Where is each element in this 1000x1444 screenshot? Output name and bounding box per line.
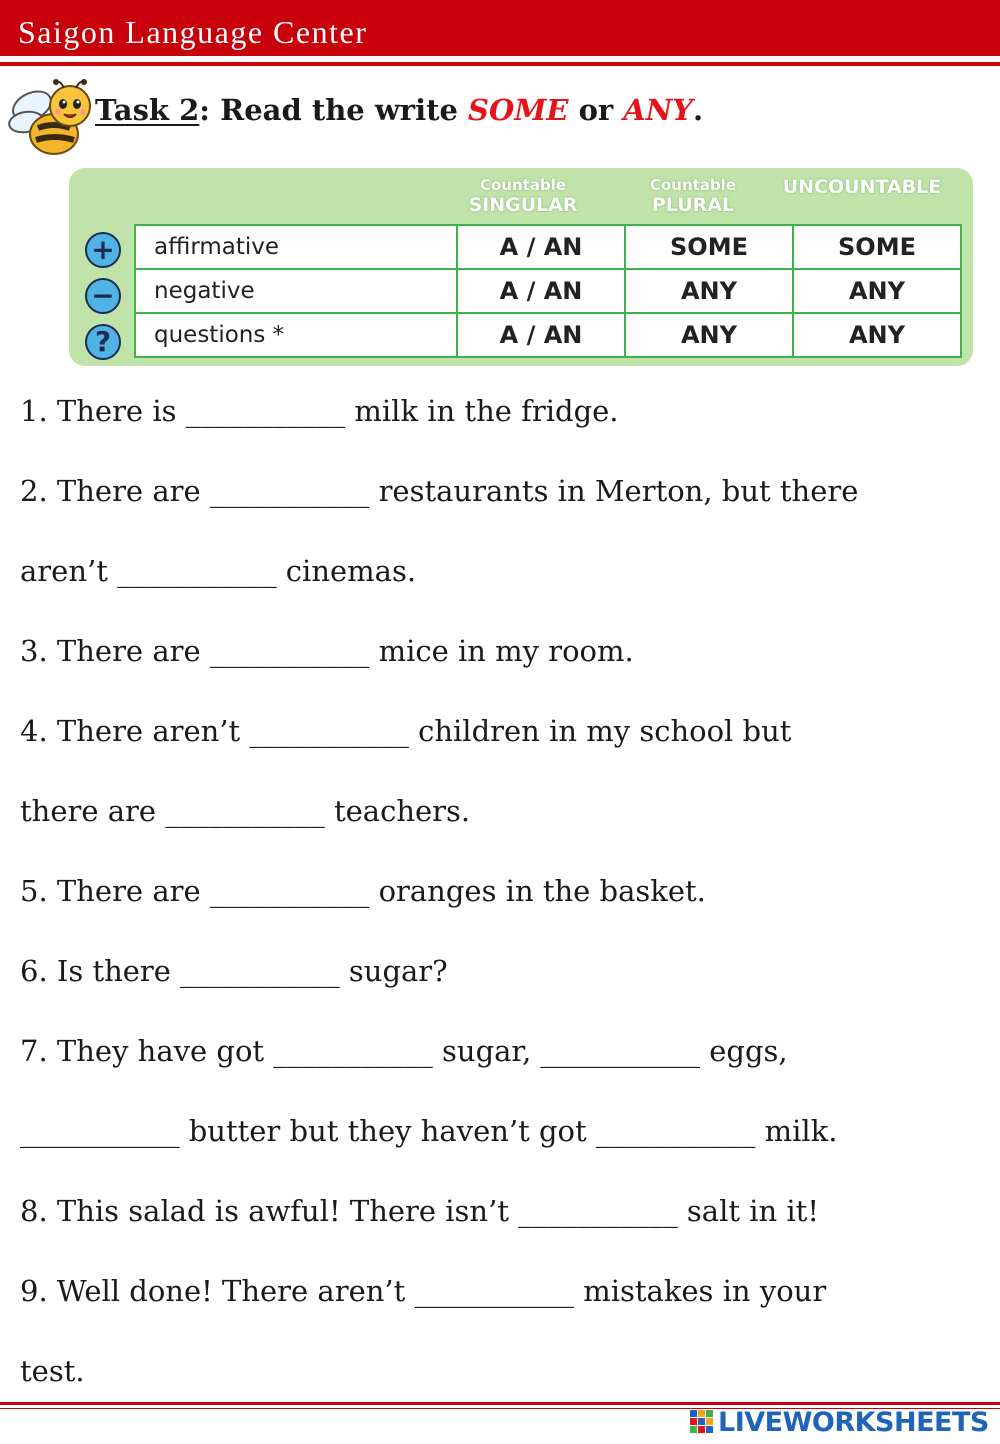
plus-icon: + (85, 232, 121, 268)
liveworksheets-brand[interactable] (690, 1404, 995, 1440)
column-header-plural: Countable PLURAL (649, 176, 736, 216)
column-header-uncountable: UNCOUNTABLE (782, 176, 942, 198)
task-instruction: : Read the write (199, 93, 469, 127)
task-period: . (693, 93, 704, 127)
exercise-line-3: 3. There are ___________ mice in my room. (20, 634, 634, 668)
exercise-line-6: 6. Is there ___________ sugar? (20, 954, 448, 988)
column-header-singular: Countable SINGULAR (468, 176, 578, 216)
table-cell: ANY (625, 269, 793, 313)
header-divider (0, 62, 1000, 66)
row-label-negative: negative (135, 269, 457, 313)
brand-text: LIVEWORKSHEETS (718, 1406, 989, 1438)
table-cell: A / AN (457, 225, 625, 269)
exercise-line-4a: 4. There aren’t ___________ children in my school but (20, 714, 792, 748)
exercise-line-4b: there are ___________ teachers. (20, 794, 471, 828)
table-cell: SOME (793, 225, 961, 269)
exercise-line-9a: 9. Well done! There aren’t ___________ mistakes in your (20, 1274, 827, 1308)
table-row (135, 269, 961, 313)
exercise-line-5: 5. There are ___________ oranges in the basket. (20, 874, 706, 908)
keyword-some: SOME (468, 93, 569, 127)
exercise-line-1: 1. There is ___________ milk in the fridge. (20, 394, 619, 428)
header-title: Saigon Language Center (18, 14, 368, 50)
liveworksheets-logo-icon (690, 1410, 714, 1434)
minus-icon: − (85, 278, 121, 314)
exercise-line-9b: test. (20, 1354, 85, 1388)
table-cell: A / AN (457, 269, 625, 313)
table-cell: SOME (625, 225, 793, 269)
grammar-table (134, 224, 962, 358)
exercise-line-8: 8. This salad is awful! There isn’t ___________ salt in it! (20, 1194, 819, 1228)
table-cell: ANY (625, 313, 793, 357)
task-label: Task 2 (95, 93, 200, 127)
row-label-affirmative: affirmative (135, 225, 457, 269)
table-row (135, 225, 961, 269)
exercise-line-2b: aren’t ___________ cinemas. (20, 554, 417, 588)
task-title (95, 90, 703, 130)
table-cell: A / AN (457, 313, 625, 357)
table-cell: ANY (793, 313, 961, 357)
row-label-questions: questions * (135, 313, 457, 357)
task-connector: or (568, 93, 624, 127)
exercise-line-2a: 2. There are ___________ restaurants in Merton, but there (20, 474, 859, 508)
table-cell: ANY (793, 269, 961, 313)
keyword-any: ANY (623, 93, 694, 127)
question-icon: ? (85, 324, 121, 360)
exercise-line-7b: ___________ butter but they haven’t got ___________ milk. (20, 1114, 838, 1148)
bee-icon (4, 76, 96, 160)
exercise-line-7a: 7. They have got ___________ sugar, ___________ eggs, (20, 1034, 788, 1068)
table-row (135, 313, 961, 357)
